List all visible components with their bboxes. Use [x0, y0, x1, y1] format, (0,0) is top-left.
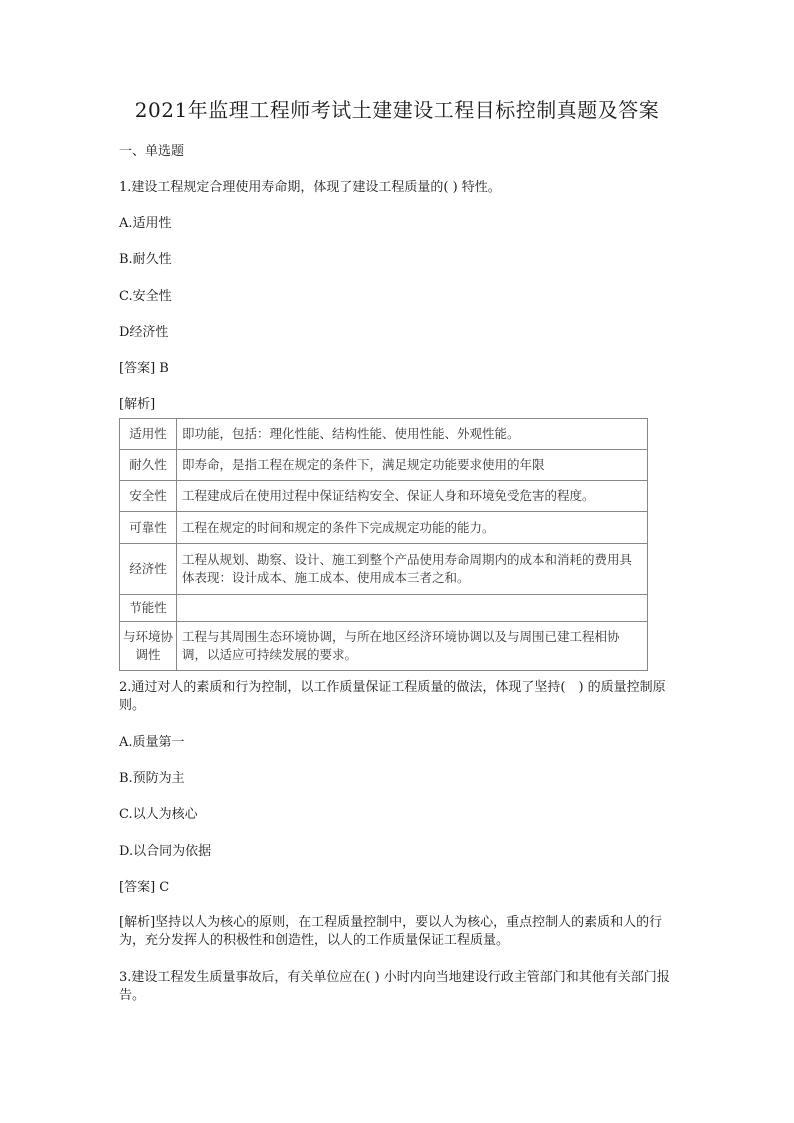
question-1-option-a: A.适用性 — [119, 216, 172, 231]
table-key-cell: 节能性 — [120, 595, 177, 622]
table-value-cell — [177, 595, 648, 622]
table-key-cell: 适用性 — [120, 419, 177, 450]
section-heading: 一、单选题 — [119, 144, 185, 159]
quality-characteristics-table — [119, 418, 648, 671]
table-row — [120, 512, 648, 544]
table-row — [120, 622, 648, 671]
question-2-option-d: D.以合同为依据 — [119, 844, 212, 859]
table-key-cell: 可靠性 — [120, 512, 177, 544]
table-value-cell: 工程与其周围生态环境协调，与所在地区经济环境协调以及与周围已建工程相协调，以适应可持续发展的要求。 — [177, 622, 648, 671]
question-1-stem: 1.建设工程规定合理使用寿命期，体现了建设工程质量的( ) 特性。 — [119, 180, 501, 195]
table-key-cell: 安全性 — [120, 481, 177, 512]
question-1-option-b: B.耐久性 — [119, 252, 172, 267]
question-1-option-c: C.安全性 — [119, 289, 172, 304]
question-2-option-c: C.以人为核心 — [119, 807, 198, 822]
table-row — [120, 481, 648, 512]
question-2-answer: [答案] C — [119, 880, 170, 895]
question-2-option-a: A.质量第一 — [119, 735, 185, 750]
table-key-cell: 耐久性 — [120, 450, 177, 481]
question-1-analysis-label: [解析] — [119, 397, 156, 412]
table-key-cell: 经济性 — [120, 544, 177, 595]
question-2-option-b: B.预防为主 — [119, 771, 185, 786]
table-key-cell: 与环境协调性 — [120, 622, 177, 671]
question-1-option-d: D经济性 — [119, 325, 169, 340]
table-value-cell: 工程从规划、勘察、设计、施工到整个产品使用寿命周期内的成本和消耗的费用具体表现：设计成本、施工成本、使用成本三者之和。 — [177, 544, 648, 595]
table-row — [120, 450, 648, 481]
document-title: 2021年监理工程师考试土建建设工程目标控制真题及答案 — [134, 98, 660, 122]
question-3-stem: 3.建设工程发生质量事故后，有关单位应在( ) 小时内向当地建设行政主管部门和其他有关部门报告。 — [119, 970, 670, 1003]
table-value-cell: 即功能，包括：理化性能、结构性能、使用性能、外观性能。 — [177, 419, 648, 450]
table-value-cell: 工程建成后在使用过程中保证结构安全、保证人身和环境免受危害的程度。 — [177, 481, 648, 512]
question-2-stem: 2.通过对人的素质和行为控制，以工作质量保证工程质量的做法，体现了坚持( ) 的质量控制原则。 — [119, 680, 666, 713]
table-value-cell: 工程在规定的时间和规定的条件下完成规定功能的能力。 — [177, 512, 648, 544]
table-row — [120, 544, 648, 595]
question-2-analysis: [解析]坚持以人为核心的原则，在工程质量控制中，要以人为核心，重点控制人的素质和人的行为，充分发挥人的积极性和创造性，以人的工作质量保证工程质量。 — [119, 915, 663, 948]
table-row — [120, 595, 648, 622]
question-1-answer: [答案] B — [119, 361, 169, 376]
table-row — [120, 419, 648, 450]
table-value-cell: 即寿命，是指工程在规定的条件下，满足规定功能要求使用的年限 — [177, 450, 648, 481]
